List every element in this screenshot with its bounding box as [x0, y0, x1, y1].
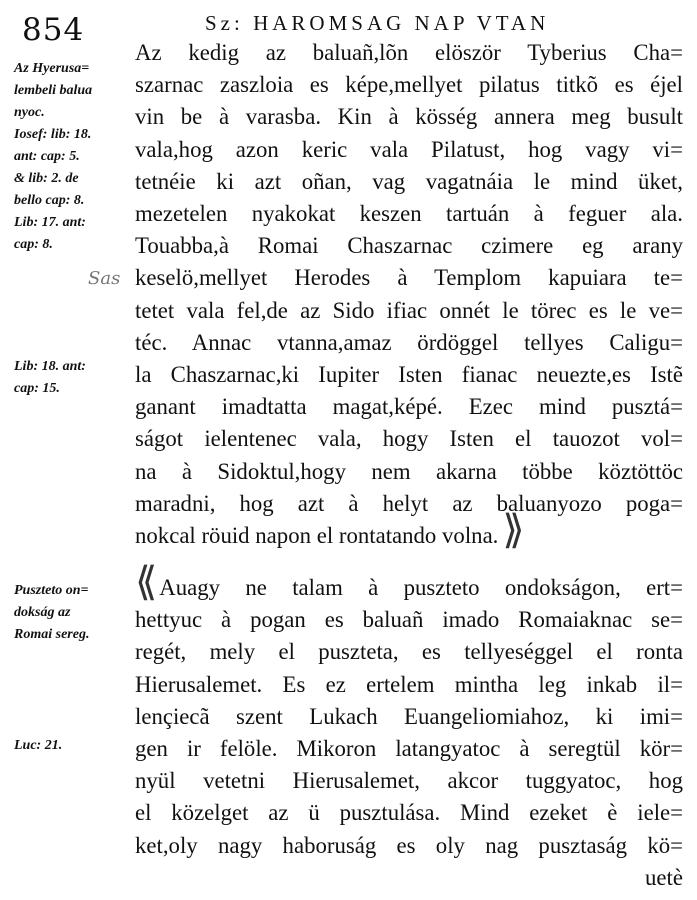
text-line: Hierusalemet. Es ez ertelem mintha leg inkab il=: [135, 671, 683, 697]
margin-line: lembeli balua: [14, 83, 93, 98]
opening-quote-mark: ⟪: [135, 559, 158, 604]
body-paragraph-1: [135, 37, 683, 552]
text-line-content: nokcal röuid napon el rontatando volna.: [135, 523, 499, 549]
margin-line: cap: 15.: [14, 381, 60, 396]
body-paragraph-2: [135, 559, 683, 894]
margin-note-luke: [14, 735, 132, 757]
margin-line: Romai sereg.: [14, 627, 90, 642]
text-line: vin be à varasba. Kin à kösség annera meg busult: [135, 104, 683, 130]
text-line: el közelget az ü pusztulása. Mind ezeket è iele=: [135, 800, 683, 826]
text-line-content: Auagy ne talam à puszteto ondokságon, ert=: [159, 575, 683, 600]
text-line-final: [135, 507, 683, 553]
text-line: ganant imadtatta magat,képé. Ezec mind pusztá=: [135, 394, 683, 420]
text-line: szarnac zaszloia es képe,mellyet pilatus titkõ es éjel: [135, 72, 683, 98]
closing-quote-mark: ⟫: [502, 507, 525, 553]
text-line: Az kedig az baluañ,lõn elöször Tyberius Cha=: [135, 40, 683, 65]
text-line: la Chaszarnac,ki Iupiter Isten fianac neuezte,es Istẽ: [135, 362, 683, 388]
catchword: uetè: [645, 864, 683, 890]
text-line: Touabba,à Romai Chaszarnac czimere eg arany: [135, 233, 683, 259]
text-line-first: [135, 559, 683, 604]
margin-line: ant: cap: 5.: [14, 149, 80, 164]
margin-line: Lib: 17. ant:: [14, 215, 86, 230]
margin-note-lib18: [14, 356, 132, 400]
margin-line: Puszteto on=: [14, 583, 89, 598]
text-line: vala,hog azon keric vala Pilatust, hog vagy vi=: [135, 136, 683, 162]
text-line: keselö,mellyet Herodes à Templom kapuiara te=: [135, 265, 683, 291]
text-line: regét, mely el puszteta, es tellyeséggel el ronta: [135, 639, 683, 665]
margin-line: cap: 8.: [14, 237, 53, 252]
margin-line: nyoc.: [14, 105, 45, 120]
running-title: Sz: HAROMSAG NAP VTAN: [205, 11, 550, 35]
margin-line: dokság az: [14, 605, 71, 620]
text-line: téc. Annac vtanna,amaz ördöggel tellyes Caligu=: [135, 329, 683, 355]
text-line: maradni, hog azt à helyt az baluanyozo poga=: [135, 490, 683, 516]
text-line: lençiecã szent Lukach Euangeliomiahoz, ki imi=: [135, 703, 683, 729]
text-line: ságot ielentenec vala, hogy Isten el tauozot vol=: [135, 426, 683, 452]
margin-line: Iosef: lib: 18.: [14, 127, 92, 142]
text-line: hettyuc à pogan es baluañ imado Romaiaknac se=: [135, 607, 683, 633]
text-line: tetnéie ki azt oñan, vag vagatnáia le mind üket,: [135, 168, 683, 194]
text-line: na à Sidoktul,hogy nem akarna többe köztöttöc: [135, 458, 683, 484]
page-number: 854: [22, 12, 85, 48]
margin-note-jerusalem-idols: [14, 58, 132, 256]
text-line: tetet vala fel,de az Sido ifiac onnét le törec es le ve=: [135, 297, 683, 323]
margin-line: Luc: 21.: [14, 738, 63, 753]
margin-line: Lib: 18. ant:: [14, 359, 86, 374]
margin-line: & lib: 2. de: [14, 171, 79, 186]
margin-note-desolation: [14, 580, 132, 646]
handwritten-annotation: Sas: [88, 268, 121, 289]
text-line: nyül vetetni Hierusalemet, akcor tuggyatoc, hog: [135, 768, 683, 794]
text-line: ket,oly nagy haboruság es oly nag pusztaság kö=: [135, 832, 683, 858]
margin-line: bello cap: 8.: [14, 193, 85, 208]
text-line: gen ir felöle. Mikoron latangyatoc à seregtül kör=: [135, 736, 683, 762]
text-line: mezetelen nyakokat keszen tartuán à feguer ala.: [135, 201, 683, 227]
margin-line: Az Hyerusa=: [14, 61, 90, 76]
